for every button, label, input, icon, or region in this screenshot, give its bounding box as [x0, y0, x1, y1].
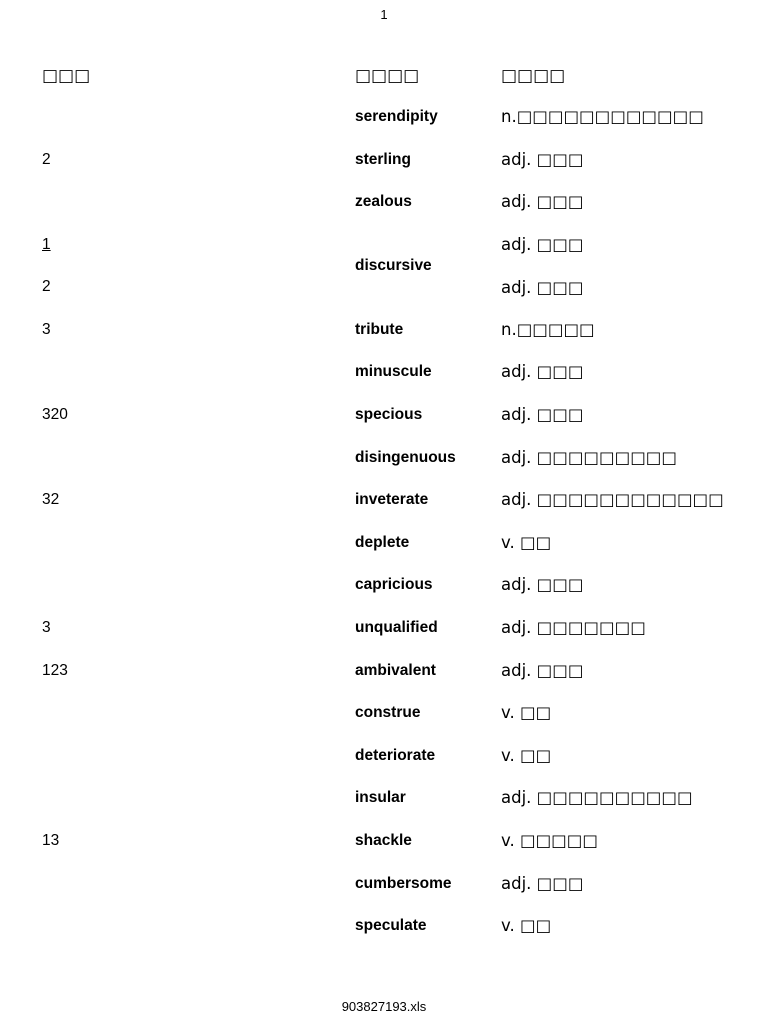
table-row	[42, 433, 742, 476]
row-word: unqualified	[355, 618, 438, 636]
row-meaning-secondary: adj. □□□	[501, 277, 584, 297]
row-meaning: adj. □□□□□□□□□□	[501, 788, 693, 808]
row-word: specious	[355, 405, 423, 423]
row-number: 13	[42, 831, 60, 849]
row-word: ambivalent	[355, 661, 436, 679]
table-row	[42, 135, 742, 178]
table-row	[42, 347, 742, 390]
table-row	[42, 305, 742, 348]
row-word: zealous	[355, 193, 412, 211]
row-word: minuscule	[355, 363, 432, 381]
row-meaning: n.□□□□□	[501, 319, 595, 339]
row-number: 3	[42, 320, 51, 338]
row-number: 1	[42, 235, 51, 253]
row-meaning: adj. □□□	[501, 873, 584, 893]
row-word: cumbersome	[355, 874, 452, 892]
table-row	[42, 816, 742, 859]
row-meaning: v. □□	[501, 745, 552, 765]
row-meaning: adj. □□□□□□□□□□□□	[501, 490, 724, 510]
row-word: inveterate	[355, 491, 429, 509]
page-number: 1	[380, 7, 388, 22]
table-row	[42, 688, 742, 731]
row-number: 123	[42, 661, 68, 679]
row-meaning: adj. □□□	[501, 149, 584, 169]
row-number: 2	[42, 150, 51, 168]
table-row	[42, 731, 742, 774]
row-word: speculate	[355, 917, 427, 935]
table-row	[42, 390, 742, 433]
row-meaning: adj. □□□□□□□□□	[501, 447, 677, 467]
table-row	[42, 475, 742, 518]
header-row	[42, 62, 742, 92]
row-meaning: n.□□□□□□□□□□□□	[501, 107, 704, 126]
row-number: 3	[42, 618, 51, 636]
table-row	[42, 603, 742, 646]
row-meaning: adj. □□□	[501, 575, 584, 595]
row-word: disingenuous	[355, 448, 456, 466]
row-meaning: adj. □□□	[501, 192, 584, 212]
row-meaning: adj. □□□	[501, 234, 584, 254]
row-word: capricious	[355, 576, 433, 594]
row-meaning: adj. □□□	[501, 404, 584, 424]
row-word: insular	[355, 789, 406, 807]
table-row	[42, 901, 742, 944]
row-meaning: v. □□□□□	[501, 830, 598, 850]
table-row	[42, 220, 742, 305]
table-row	[42, 646, 742, 689]
table-row	[42, 560, 742, 603]
row-meaning: adj. □□□	[501, 660, 584, 680]
header-col-a: □□□	[42, 66, 91, 86]
table-row	[42, 518, 742, 561]
table-row	[42, 92, 742, 135]
header-col-meaning: □□□□	[501, 66, 566, 86]
row-number: 320	[42, 405, 68, 423]
row-word: tribute	[355, 320, 404, 338]
row-word: deplete	[355, 533, 410, 551]
row-word: serendipity	[355, 108, 438, 125]
row-word: discursive	[355, 256, 432, 274]
row-meaning: adj. □□□	[501, 362, 584, 382]
row-meaning: adj. □□□□□□□	[501, 617, 646, 637]
row-meaning: v. □□	[501, 532, 552, 552]
row-word: sterling	[355, 150, 411, 168]
row-number: 32	[42, 491, 60, 509]
row-meaning: v. □□	[501, 916, 552, 936]
table-row	[42, 177, 742, 220]
row-word: shackle	[355, 831, 412, 849]
vocabulary-sheet	[42, 62, 742, 944]
row-word: deteriorate	[355, 746, 436, 764]
footer-filename: 903827193.xls	[341, 999, 427, 1014]
row-number-secondary: 2	[42, 277, 51, 295]
table-row	[42, 859, 742, 902]
row-meaning: v. □□	[501, 703, 552, 723]
header-col-word: □□□□	[355, 66, 420, 86]
row-word: construe	[355, 704, 421, 722]
table-row	[42, 773, 742, 816]
